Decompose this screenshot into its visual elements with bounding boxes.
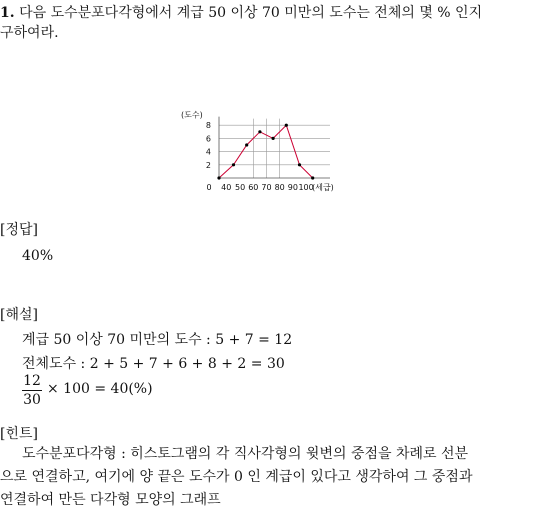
x-tick-label: 40	[221, 183, 232, 192]
y-tick-label: 8	[205, 121, 211, 131]
explanation-line-2: 전체도수 : 2 + 5 + 7 + 6 + 8 + 2 = 30	[22, 356, 285, 372]
explanation-header: [해설]	[0, 307, 38, 323]
fraction-denominator: 30	[23, 392, 41, 408]
data-point	[311, 176, 314, 179]
fraction-bar	[22, 390, 42, 391]
x-tick-label: 70	[261, 183, 272, 192]
y-tick-label: 4	[205, 147, 211, 157]
x-axis-label: (세급)	[312, 183, 334, 192]
x-tick-label: 90	[287, 183, 298, 192]
question-text-1: 다음 도수분포다각형에서 계급 50 이상 70 미만의 도수는 전체의 몇 % 인지	[19, 5, 483, 21]
data-point	[245, 143, 248, 146]
data-point	[232, 163, 235, 166]
hint-line-2: 으로 연결하고, 여기에 양 끝은 도수가 0 인 계급이 있다고 생각하여 그 중점과	[0, 469, 473, 485]
answer-header: [정답]	[0, 222, 38, 238]
question-number: 1.	[0, 5, 15, 21]
explanation-fraction	[22, 373, 42, 408]
x-tick-label: 60	[248, 183, 259, 192]
answer-value: 40%	[22, 248, 54, 264]
y-axis-label: (도수)	[181, 110, 203, 120]
data-point	[298, 163, 301, 166]
data-point	[285, 124, 288, 127]
data-point	[217, 176, 220, 179]
data-point	[272, 137, 275, 140]
question-text-2: 구하여라.	[0, 25, 59, 41]
explanation-line-1: 계급 50 이상 70 미만의 도수 : 5 + 7 = 12	[22, 332, 293, 348]
question-line-1	[0, 4, 482, 22]
x-tick-label: 0	[206, 183, 212, 192]
explanation-line-3: × 100 = 40(%)	[47, 381, 153, 397]
x-tick-label: 100	[298, 183, 314, 192]
x-tick-label: 50	[235, 183, 246, 192]
frequency-polygon-chart	[175, 52, 360, 192]
y-tick-label: 6	[205, 134, 211, 144]
hint-line-1: 도수분포다각형 : 히스토그램의 각 직사각형의 윗변의 중점을 차례로 선분	[22, 446, 469, 462]
fraction-numerator: 12	[23, 373, 41, 389]
y-tick-label: 2	[205, 160, 211, 170]
hint-line-3: 연결하여 만든 다각형 모양의 그래프	[0, 492, 221, 508]
data-point	[258, 130, 261, 133]
x-tick-label: 80	[274, 183, 285, 192]
hint-header: [힌트]	[0, 426, 38, 442]
